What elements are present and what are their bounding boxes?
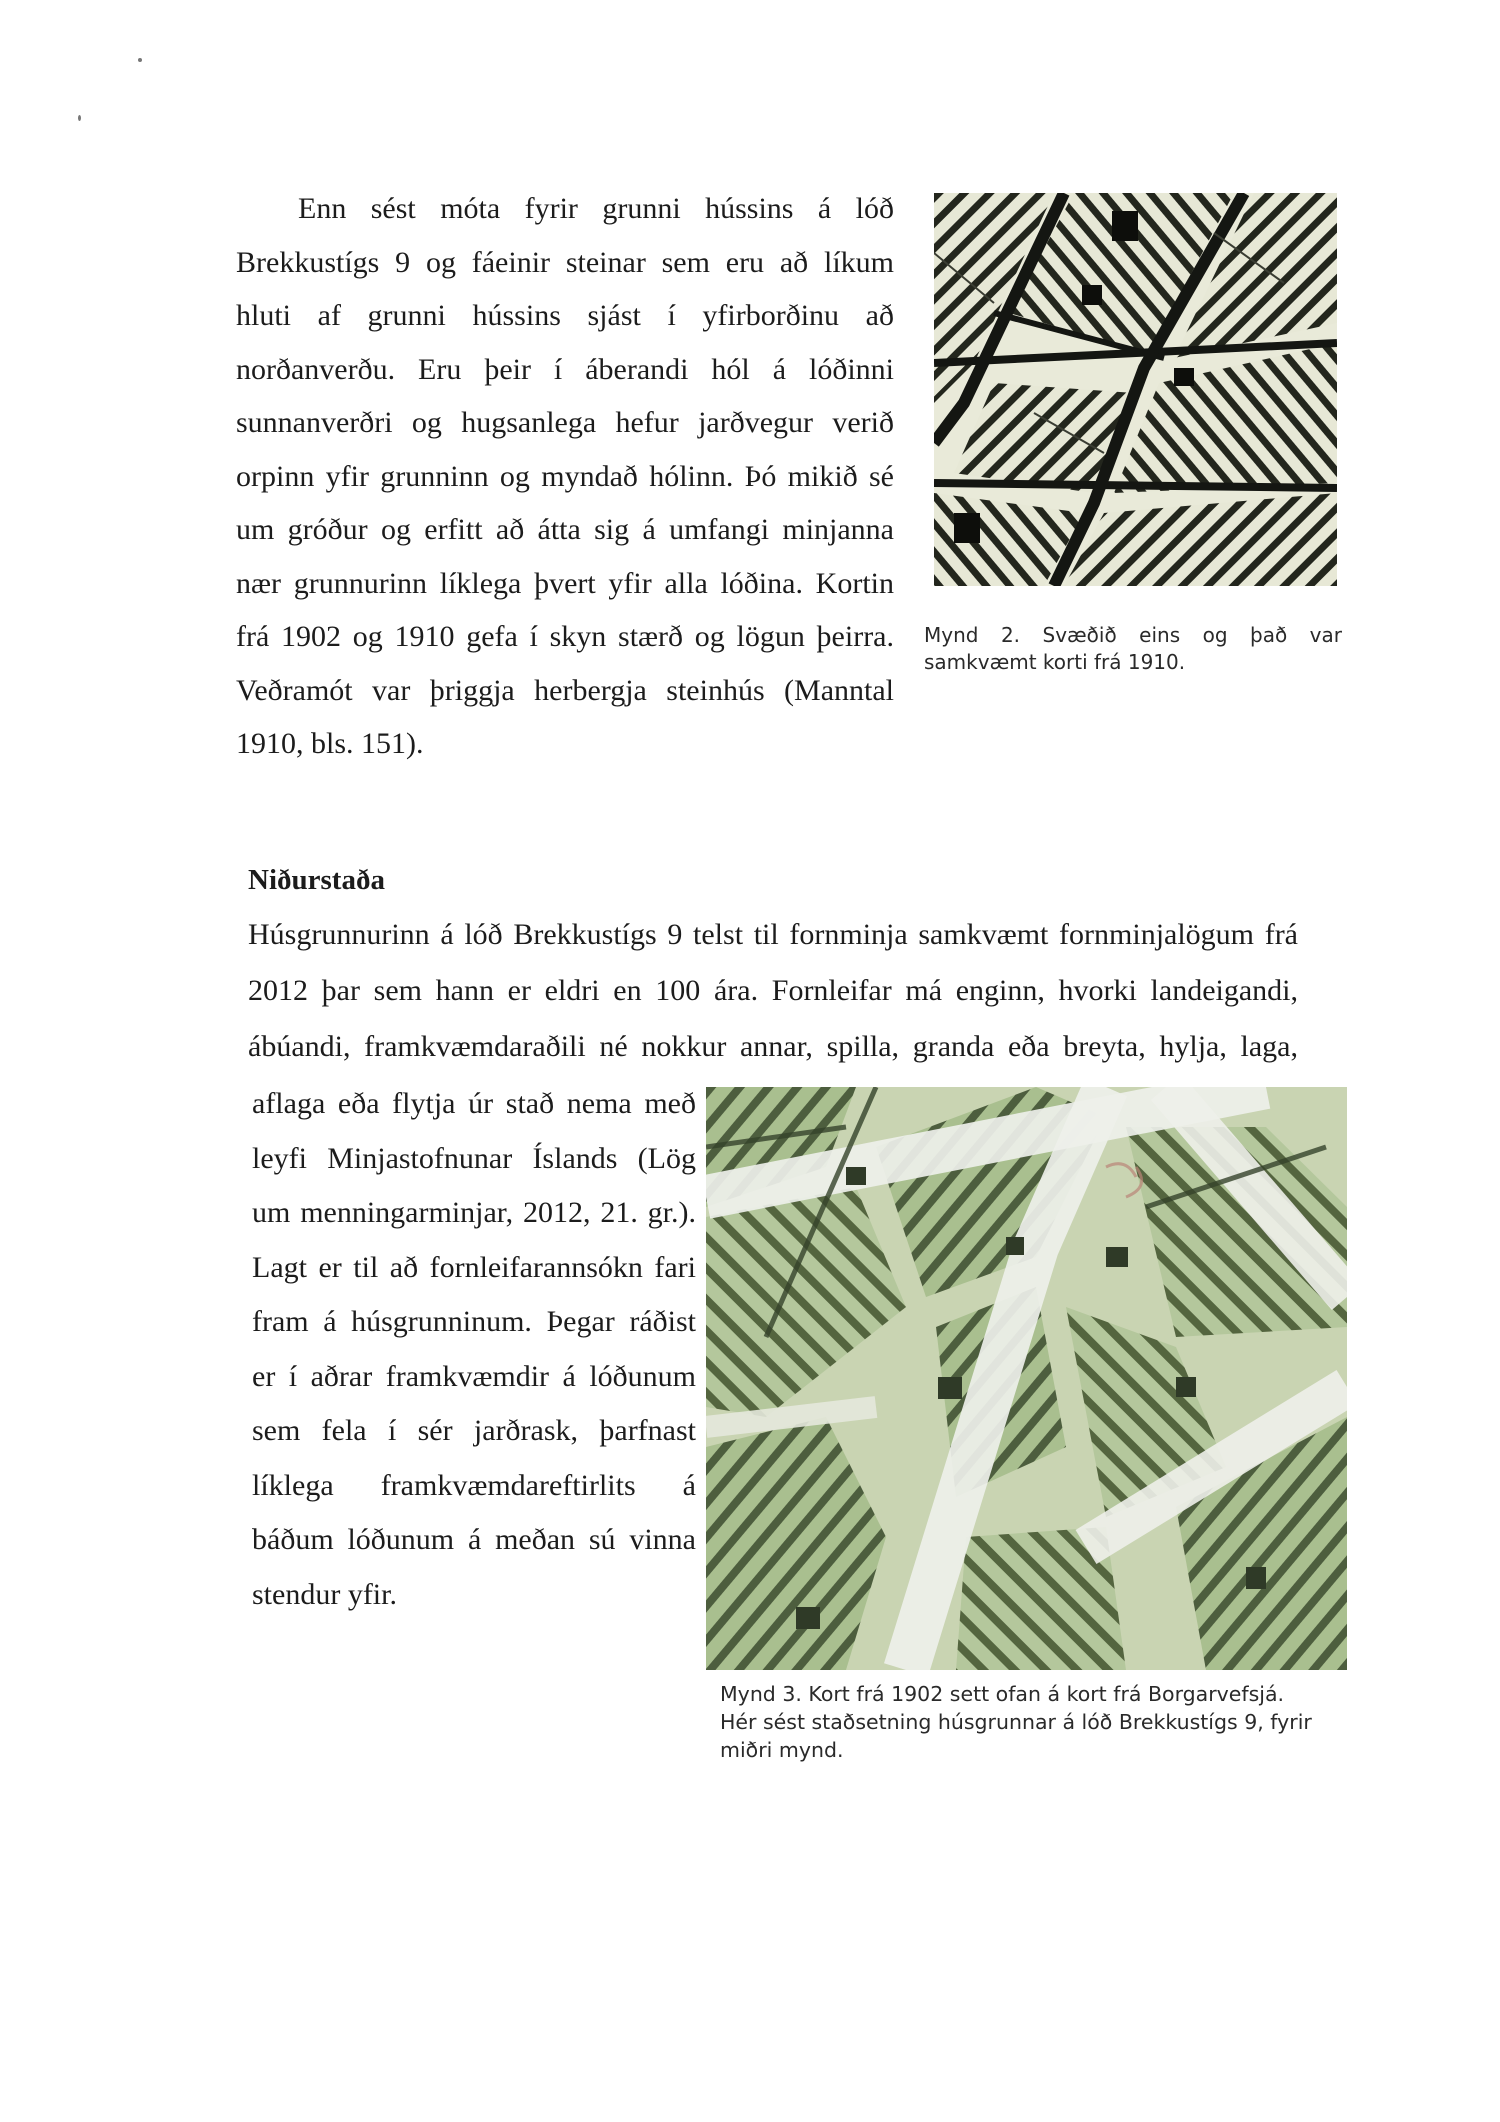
intro-paragraph <box>236 182 894 771</box>
figure-2-caption <box>924 622 1342 676</box>
caption-line: miðri mynd. <box>720 1738 844 1762</box>
text-line: norðanverðu. Eru þeir í áberandi hól á lóðinni <box>236 352 894 386</box>
section-heading: Niðurstaða <box>248 864 385 896</box>
text-line: Enn sést móta fyrir grunni hússins á lóð <box>298 192 894 225</box>
text-line: Lagt er til að fornleifarannsókn fari <box>252 1250 696 1284</box>
text-line: Húsgrunnurinn á lóð Brekkustígs 9 telst til fornminja samkvæmt fornminjalögum frá <box>248 918 1298 951</box>
caption-line: Mynd 3. Kort frá 1902 sett ofan á kort frá Borgarvefsjá. <box>720 1682 1285 1706</box>
text-line: ábúandi, framkvæmdaraðili né nokkur annar, spilla, granda eða breyta, hylja, laga, <box>248 1030 1298 1063</box>
figure-3-overlay-map <box>706 1087 1347 1670</box>
text-line: Veðramót var þriggja herbergja steinhús (Manntal <box>236 673 894 707</box>
caption-line: Hér sést staðsetning húsgrunnar á lóð Brekkustígs 9, fyrir <box>720 1710 1312 1734</box>
text-line: nær grunnurinn líklega þvert yfir alla lóðina. Kortin <box>236 566 894 600</box>
text-line: um gróður og erfitt að átta sig á umfangi minjanna <box>236 513 894 546</box>
text-line: frá 1902 og 1910 gefa í skyn stærð og lögun þeirra. <box>236 620 894 653</box>
text-line: fram á húsgrunninum. Þegar ráðist <box>252 1305 696 1338</box>
caption-line: samkvæmt korti frá 1910. <box>924 650 1186 674</box>
text-line: er í aðrar framkvæmdir á lóðunum <box>252 1359 696 1393</box>
map-1910-illustration <box>934 193 1337 586</box>
text-line: aflaga eða flytja úr stað nema með <box>252 1087 696 1120</box>
caption-line: Mynd 2. Svæðið eins og það var <box>924 623 1342 647</box>
scan-speck <box>138 58 142 62</box>
figure-2-map-1910 <box>934 193 1337 586</box>
text-line: 1910, bls. 151). <box>236 727 424 760</box>
conclusion-paragraph <box>248 907 1298 1075</box>
text-line: um menningarminjar, 2012, 21. gr.). <box>252 1196 696 1229</box>
text-line: líklega framkvæmdareftirlits á <box>252 1468 696 1502</box>
text-line: Brekkustígs 9 og fáeinir steinar sem eru að líkum <box>236 245 894 279</box>
text-line: leyfi Minjastofnunar Íslands (Lög <box>252 1141 696 1175</box>
text-line: sunnanverðri og hugsanlega hefur jarðvegur verið <box>236 406 894 439</box>
overlay-map-illustration <box>706 1087 1347 1670</box>
text-line: hluti af grunni hússins sjást í yfirborðinu að <box>236 299 894 332</box>
text-line: orpinn yfir grunninn og myndað hólinn. Þó mikið sé <box>236 459 894 493</box>
scan-speck <box>78 115 81 121</box>
text-line: báðum lóðunum á meðan sú vinna <box>252 1523 696 1556</box>
text-line: stendur yfir. <box>252 1577 397 1611</box>
text-line: 2012 þar sem hann er eldri en 100 ára. Fornleifar má enginn, hvorki landeigandi, <box>248 974 1298 1007</box>
figure-3-caption <box>720 1680 1360 1764</box>
conclusion-paragraph-continued <box>252 1077 696 1622</box>
text-line: sem fela í sér jarðrask, þarfnast <box>252 1414 696 1447</box>
